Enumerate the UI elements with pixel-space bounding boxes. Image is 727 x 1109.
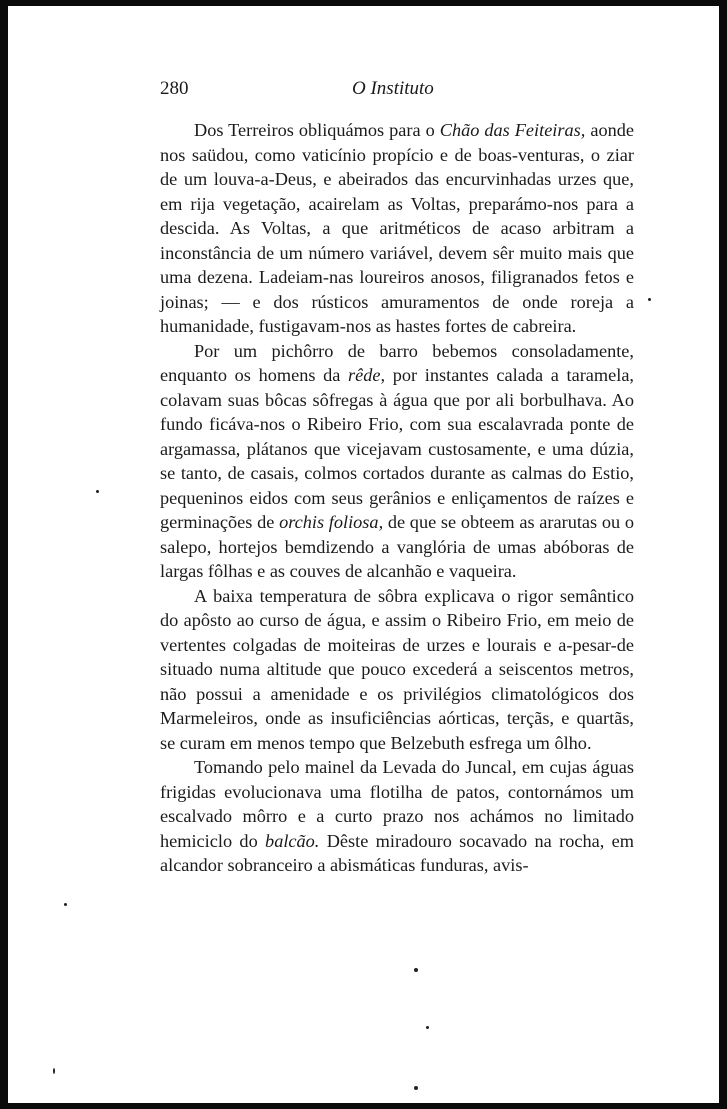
paragraph-3 bbox=[160, 584, 634, 756]
scan-speck bbox=[648, 298, 651, 301]
running-title: O Instituto bbox=[352, 78, 434, 99]
body-text bbox=[160, 118, 634, 878]
page-number: 280 bbox=[160, 78, 189, 99]
text-segment: aonde nos saüdou, como vaticínio propício e de boas-venturas, o ziar de um louva-a-Deus, e abeirados das encurvinhadas urzes que, em rija vegetação, acairelam as Voltas, preparámo-nos para a descida. As Voltas, a que aritméticos de acaso arbitram a inconstância de um número variável, devem sêr muito mais que uma dezena. Ladeiam-nas loureiros anosos, filigranados fetos e joinas; — e dos rústicos amuramentos de onde roreja a humanidade, fustigavam-nos as hastes fortes de cabreira. bbox=[160, 120, 634, 336]
italic-segment: orchis foliosa, bbox=[279, 512, 384, 532]
italic-segment: rêde, bbox=[348, 365, 386, 385]
text-segment: Tomando pelo mainel da Levada do Juncal, em cujas águas frigidas evolucionava uma flotilha de patos, contornámos um escalvado môrro e a curto prazo nos achámos no limitado hemiciclo do bbox=[160, 757, 634, 851]
scan-speck bbox=[64, 903, 67, 906]
page-header bbox=[160, 78, 650, 102]
text-segment: Dos Terreiros obliquámos para o bbox=[194, 120, 440, 140]
book-page bbox=[8, 6, 719, 1103]
italic-segment: balcão. bbox=[265, 830, 320, 851]
scan-speck bbox=[426, 1026, 429, 1029]
paragraph-2 bbox=[160, 339, 634, 584]
scan-speck bbox=[414, 1086, 418, 1090]
text-segment: A baixa temperatura de sôbra explicava o rigor semântico do apôsto ao curso de água, e assim o Ribeiro Frio, em meio de vertentes colgadas de moiteiras de urzes e lourais e a-pesar-de situado numa altitude que pouco excederá a seiscentos metros, não possui a amenidade e os privilégios climatológicos dos Marmeleiros, onde as insuficiências aórticas, terçãs, e quartãs, se curam em menos tempo que Belzebuth esfrega um ôlho. bbox=[160, 585, 634, 753]
text-segment: por instantes calada a taramela, colavam suas bôcas sôfregas à água que por ali borbulhava. Ao fundo ficáva-nos o Ribeiro Frio, com sua escalavrada ponte de argamassa, plátanos que vicejavam custosamente, e uma dúzia, se tanto, de casais, colmos cortados durante as calmas do Estio, pequeninos eidos com seus gerânios e enliçamentos de raízes e germinações de bbox=[160, 365, 635, 532]
text-segment: Dêste miradouro socavado na rocha, em alcandor sobranceiro a abismáticas funduras, avis- bbox=[160, 830, 634, 875]
italic-segment: Chão das Feiteiras, bbox=[439, 120, 586, 140]
paragraph-1 bbox=[160, 118, 634, 339]
paragraph-4 bbox=[160, 755, 634, 878]
scan-speck bbox=[53, 1068, 55, 1074]
text-segment: Por um pichôrro de barro bebemos consoladamente, enquanto os homens da bbox=[160, 340, 634, 385]
text-segment: de que se obteem as ararutas ou o salepo, hortejos bemdizendo a vanglória de umas abóboras de largas fôlhas e as couves de alcanhão e vaqueira. bbox=[160, 512, 634, 581]
scan-speck bbox=[414, 968, 418, 972]
scan-speck bbox=[96, 490, 99, 493]
